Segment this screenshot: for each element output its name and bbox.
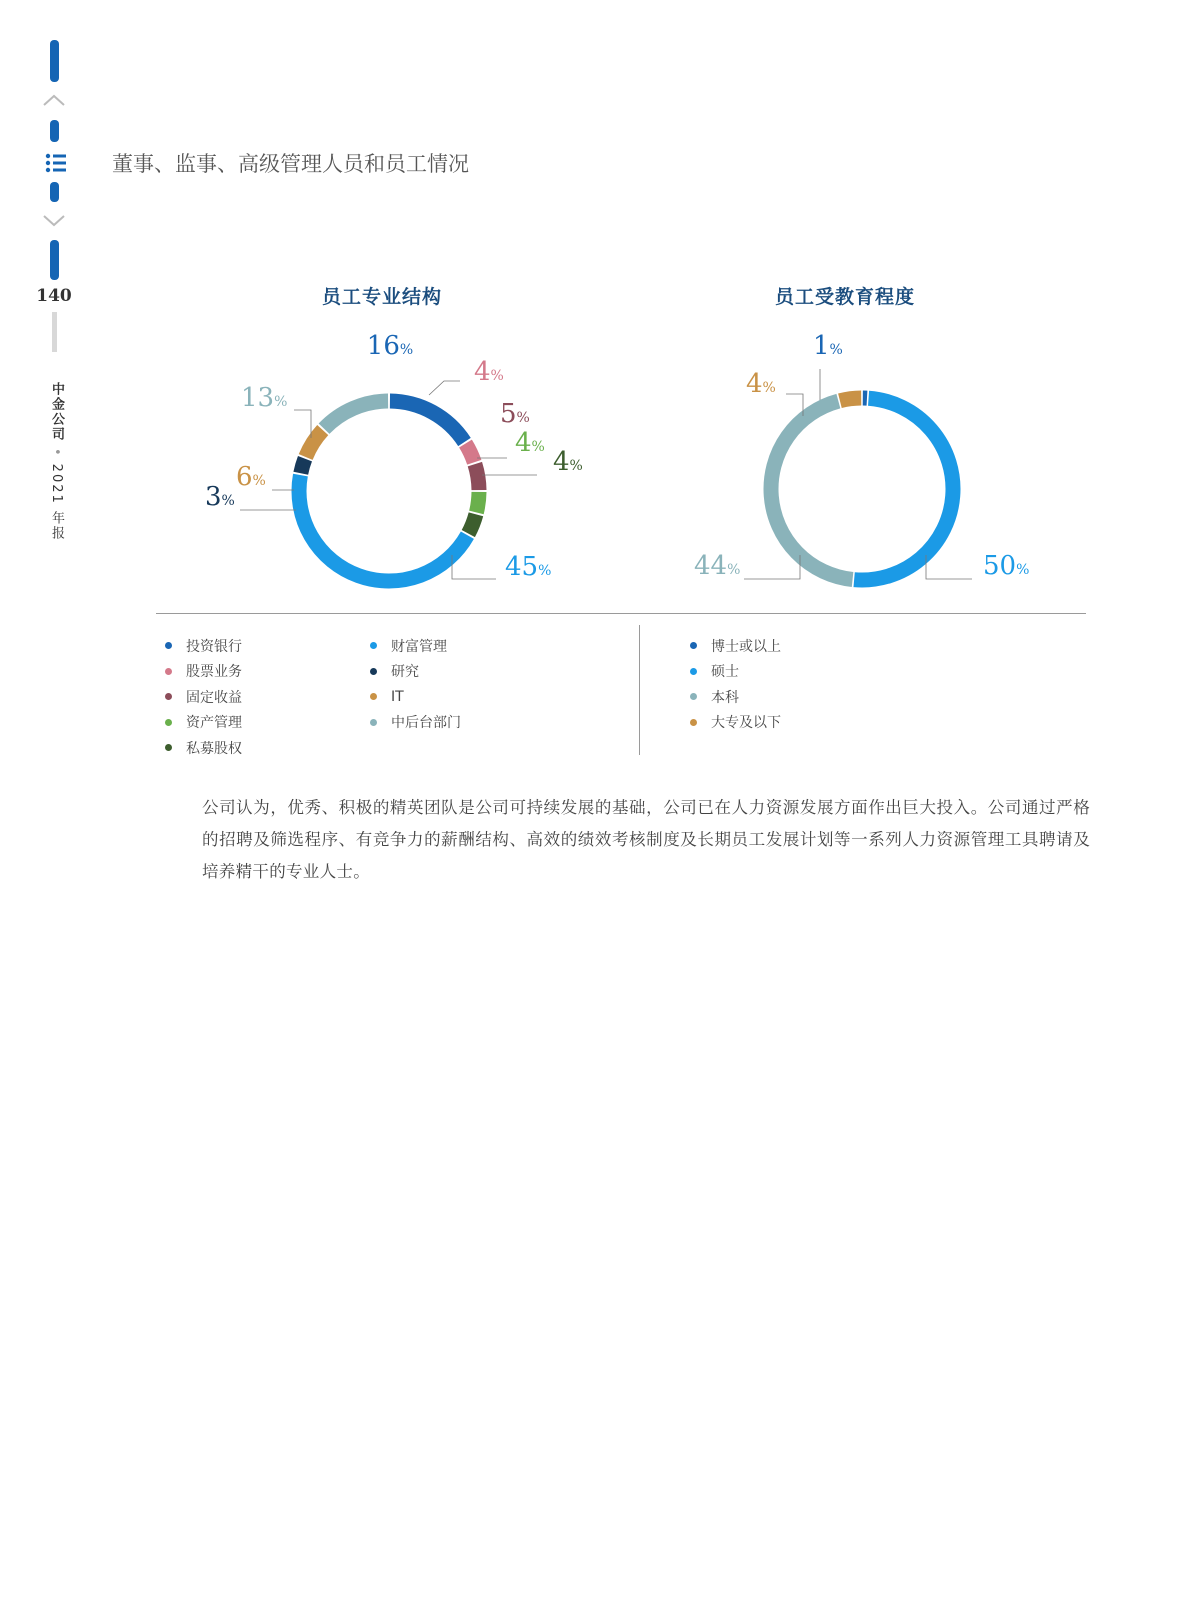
data-label bbox=[746, 369, 776, 399]
donut-slice bbox=[390, 401, 465, 442]
leader-line bbox=[926, 555, 972, 579]
data-label bbox=[241, 383, 287, 413]
legend-profession-item bbox=[370, 659, 461, 685]
page-number: 140 bbox=[36, 286, 72, 306]
legend-label: 大专及以下 bbox=[711, 715, 781, 732]
data-label bbox=[205, 482, 235, 512]
data-label-value: 44 bbox=[694, 551, 728, 581]
data-label-value: 13 bbox=[241, 383, 275, 413]
legend-dot bbox=[690, 693, 697, 700]
data-label-unit: % bbox=[727, 562, 741, 578]
legend-label: 本科 bbox=[711, 689, 739, 706]
donut-slice bbox=[854, 398, 953, 580]
data-label-unit: % bbox=[252, 473, 266, 489]
legend-profession-item bbox=[370, 710, 461, 736]
donut-slice bbox=[465, 444, 474, 463]
data-label bbox=[813, 331, 843, 361]
legend-education-item bbox=[690, 659, 781, 685]
data-label-unit: % bbox=[829, 342, 843, 358]
data-label-value: 50 bbox=[983, 551, 1017, 581]
legend-label: 资产管理 bbox=[186, 715, 242, 732]
legend-dot bbox=[690, 668, 697, 675]
data-label-value: 4 bbox=[474, 357, 491, 387]
data-label bbox=[983, 551, 1029, 581]
report-name: 2021 年报 bbox=[49, 463, 64, 541]
legend-profession-item bbox=[370, 684, 461, 710]
legend-dot bbox=[165, 642, 172, 649]
legend-label: 投资银行 bbox=[186, 638, 242, 655]
data-label-value: 16 bbox=[366, 331, 400, 361]
chart-title-education: 员工受教育程度 bbox=[775, 286, 916, 308]
data-label-unit: % bbox=[274, 394, 288, 410]
legend-label: 固定收益 bbox=[186, 689, 242, 706]
legend-label: 研究 bbox=[391, 664, 419, 681]
data-label-unit: % bbox=[221, 493, 235, 509]
legend-divider bbox=[156, 613, 1086, 614]
legend-vertical-divider bbox=[639, 625, 640, 755]
data-label-value: 4 bbox=[553, 447, 570, 477]
donut-slice bbox=[299, 475, 467, 581]
legend-dot bbox=[165, 744, 172, 751]
legend-profession-item bbox=[165, 684, 242, 710]
donut-slice bbox=[468, 514, 476, 533]
donut-slice bbox=[324, 401, 388, 429]
data-label-unit: % bbox=[516, 410, 530, 426]
data-label-value: 3 bbox=[205, 482, 222, 512]
data-label-unit: % bbox=[490, 368, 504, 384]
donut-slice bbox=[475, 464, 479, 490]
data-label-value: 1 bbox=[813, 331, 830, 361]
legend-dot bbox=[165, 668, 172, 675]
legend-education-item bbox=[690, 684, 781, 710]
body-paragraph: 公司认为，优秀、积极的精英团队是公司可持续发展的基础，公司已在人力资源发展方面作出巨大投入。公司通过严格的招聘及筛选程序、有竞争力的薪酬结构、高效的绩效考核制度及长期员工发展计划等一系列人力资源管理工具聘请及培养精干的专业人士。 bbox=[202, 798, 1090, 881]
data-label bbox=[694, 551, 740, 581]
legend-label: 财富管理 bbox=[391, 638, 447, 655]
data-label bbox=[236, 462, 266, 492]
legend-profession-col2 bbox=[370, 633, 461, 735]
legend-profession-item bbox=[165, 735, 242, 761]
brand-name: 中金公司 bbox=[49, 382, 64, 442]
data-label bbox=[367, 331, 413, 361]
legend-profession-item bbox=[165, 710, 242, 736]
legend-dot bbox=[165, 719, 172, 726]
separator-dot: • bbox=[49, 448, 64, 458]
legend-dot bbox=[370, 693, 377, 700]
legend-profession-col1 bbox=[165, 633, 242, 761]
data-label-value: 4 bbox=[515, 428, 532, 458]
data-label-unit: % bbox=[538, 563, 552, 579]
legend-label: 硕士 bbox=[711, 664, 739, 681]
leader-line bbox=[744, 555, 800, 579]
legend-label: 中后台部门 bbox=[391, 715, 461, 732]
legend-education-item bbox=[690, 633, 781, 659]
data-label-value: 6 bbox=[236, 462, 253, 492]
legend-dot bbox=[370, 668, 377, 675]
donut-slice bbox=[301, 459, 305, 473]
legend-profession-item bbox=[370, 633, 461, 659]
data-label-value: 45 bbox=[505, 552, 539, 582]
legend-dot bbox=[690, 719, 697, 726]
legend-label: 私募股权 bbox=[186, 740, 242, 757]
data-label-unit: % bbox=[399, 342, 414, 358]
donut-slice bbox=[306, 430, 323, 457]
legend-profession-item bbox=[165, 633, 242, 659]
data-label-unit: % bbox=[531, 439, 545, 455]
data-label bbox=[505, 552, 551, 582]
donut-slice bbox=[476, 492, 479, 513]
data-label bbox=[553, 447, 583, 477]
data-label-value: 4 bbox=[746, 369, 763, 399]
donut-slice bbox=[840, 398, 861, 401]
data-label-unit: % bbox=[569, 458, 583, 474]
legend-education bbox=[690, 633, 781, 735]
legend-label: IT bbox=[391, 688, 404, 705]
legend-dot bbox=[370, 719, 377, 726]
legend-education-item bbox=[690, 710, 781, 736]
leader-line bbox=[294, 410, 311, 438]
leader-line bbox=[429, 381, 460, 395]
data-label bbox=[474, 357, 504, 387]
legend-label: 博士或以上 bbox=[711, 638, 781, 655]
legend-dot bbox=[370, 642, 377, 649]
legend-label: 股票业务 bbox=[186, 664, 242, 681]
donut-slice bbox=[771, 401, 853, 579]
data-label bbox=[500, 399, 530, 429]
donut-chart-0 bbox=[205, 331, 583, 582]
section-title: 董事、监事、高级管理人员和员工情况 bbox=[112, 152, 469, 176]
legend-dot bbox=[690, 642, 697, 649]
data-label bbox=[515, 428, 545, 458]
legend-dot bbox=[165, 693, 172, 700]
data-label-unit: % bbox=[762, 380, 776, 396]
donut-chart-1 bbox=[694, 331, 1029, 581]
data-label-unit: % bbox=[1016, 562, 1030, 578]
chart-title-profession: 员工专业结构 bbox=[322, 286, 443, 308]
legend-profession-item bbox=[165, 659, 242, 685]
data-label-value: 5 bbox=[500, 399, 517, 429]
